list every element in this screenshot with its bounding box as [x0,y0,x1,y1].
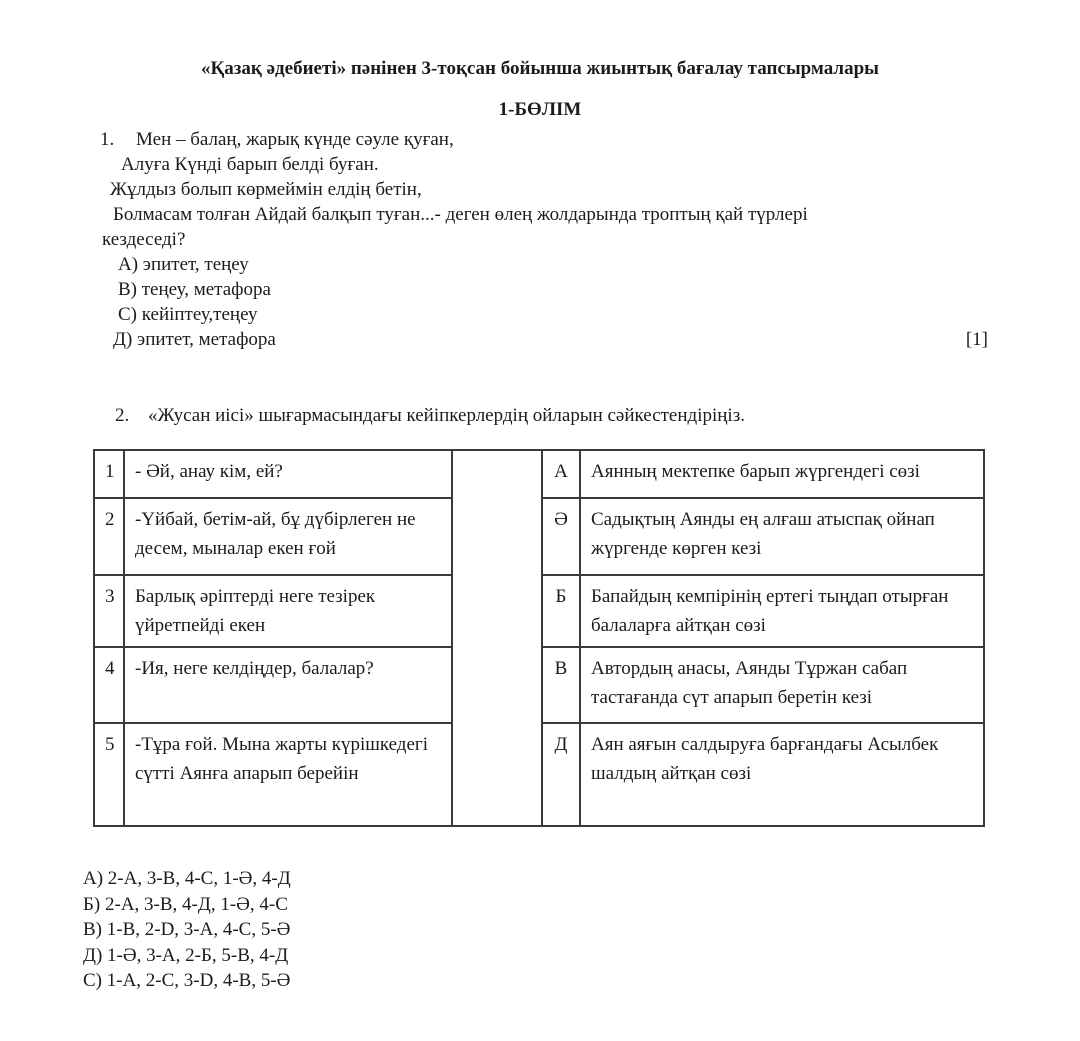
poem-line-1: Мен – балаң, жарық күнде сәуле қуған, [136,129,454,150]
row-letter: Ә [542,498,580,575]
row-number: 2 [94,498,124,575]
row-number: 4 [94,647,124,723]
question-1-score: [1] [965,329,988,350]
description-cell: Садықтың Аянды ең алғаш атыспақ ойнап жүргенде көрген кезі [580,498,984,575]
question-1-option-b: В) теңеу, метафора [118,279,271,300]
answer-gap-cell [452,450,542,826]
question-1-number: 1. [100,129,115,150]
description-cell: Автордың анасы, Аянды Тұржан сабап тастағанда сүт апарып беретін кезі [580,647,984,723]
quote-cell: Барлық әріптерді неге тезірек үйретпейді екен [124,575,452,647]
quote-cell: - Әй, анау кім, ей? [124,450,452,498]
matching-table [93,449,985,827]
poem-line-4: Болмасам толған Айдай балқып туған...- деген өлең жолдарында троптың қай түрлері [113,204,808,225]
row-letter: В [542,647,580,723]
answer-key-option-a: А) 2-А, 3-В, 4-С, 1-Ә, 4-Д [83,868,291,889]
row-letter: А [542,450,580,498]
question-2-text: «Жусан иісі» шығармасындағы кейіпкерлердің ойларын сәйкестендіріңіз. [148,405,745,426]
row-number: 1 [94,450,124,498]
poem-line-2: Алуға Күнді барып белді буған. [121,154,379,175]
row-number: 5 [94,723,124,826]
table-row [94,450,984,498]
question-1-tail: кездеседі? [102,229,186,250]
question-2-heading [115,403,1080,428]
question-1-option-d: Д) эпитет, метафора [113,329,276,350]
question-1-option-d-row [100,327,990,352]
question-1-option-c: С) кейіптеу,теңеу [118,304,258,325]
answer-key [83,866,1080,994]
description-cell: Аянның мектепке барып жүргендегі сөзі [580,450,984,498]
question-2-number: 2. [115,405,130,426]
quote-cell: -Үйбай, бетім-ай, бұ дүбірлеген не десем, мыналар екен ғой [124,498,452,575]
quote-cell: -Тұра ғой. Мына жарты күрішкедегі сүтті Аянға апарып берейін [124,723,452,826]
question-1-first-line [100,127,990,152]
document-title: «Қазақ әдебиеті» пәнінен 3-тоқсан бойынша жиынтық бағалау тапсырмалары [201,58,879,79]
question-1-option-a: А) эпитет, теңеу [118,254,249,275]
answer-key-option-v: В) 1-В, 2-D, 3-А, 4-С, 5-Ә [83,919,291,940]
row-letter: Б [542,575,580,647]
question-1 [100,127,990,352]
section-heading: 1-БӨЛІМ [498,99,582,120]
answer-key-option-s: С) 1-А, 2-С, 3-D, 4-В, 5-Ә [83,970,291,991]
description-cell: Бапайдың кемпірінің ертегі тыңдап отырған балаларға айтқан сөзі [580,575,984,647]
row-letter: Д [542,723,580,826]
quote-cell: -Ия, неге келдіңдер, балалар? [124,647,452,723]
description-cell: Аян аяғын салдыруға барғандағы Асылбек шалдың айтқан сөзі [580,723,984,826]
answer-key-option-b: Б) 2-А, 3-В, 4-Д, 1-Ә, 4-С [83,893,288,915]
poem-line-3: Жұлдыз болып көрмеймін елдің бетін, [110,179,422,200]
row-number: 3 [94,575,124,647]
answer-key-option-d: Д) 1-Ә, 3-А, 2-Б, 5-В, 4-Д [83,944,289,966]
